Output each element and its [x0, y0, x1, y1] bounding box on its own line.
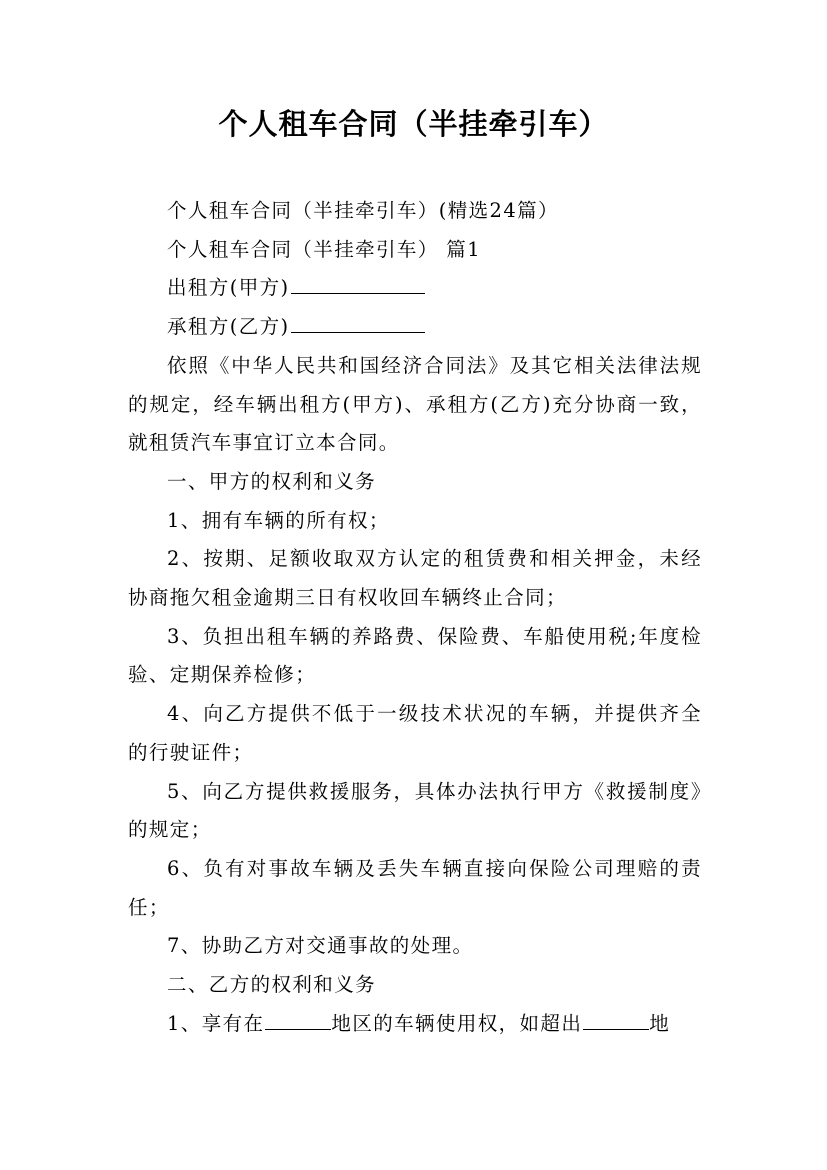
lessor-blank [291, 273, 425, 294]
clause-1-5: 5、向乙方提供救援服务，具体办法执行甲方《救援制度》的规定； [128, 779, 702, 842]
clause-2-1-text-c: 地 [649, 1011, 671, 1035]
document-title: 个人租车合同（半挂牵引车） [218, 107, 609, 141]
clause-1-4: 4、向乙方提供不低于一级技术状况的车辆，并提供齐全的行驶证件； [128, 702, 702, 764]
clause-2-1-text-b: 地区的车辆使用权，如超出 [331, 1011, 583, 1035]
clause-1-1: 1、拥有车辆的所有权； [167, 508, 390, 532]
lessee-label: 承租方(乙方) [167, 315, 290, 339]
clause-heading-2: 二、乙方的权利和义务 [167, 973, 377, 997]
preamble-paragraph: 依照《中华人民共和国经济合同法》及其它相关法律法规的规定，经车辆出租方(甲方)、承租方(乙方)充分协商一致，就租赁汽车事宜订立本合同。 [128, 353, 702, 455]
region-blank [265, 1008, 331, 1029]
lessee-blank [291, 312, 425, 333]
section-heading: 个人租车合同（半挂牵引车） 篇1 [167, 237, 482, 261]
clause-2-1 [128, 1005, 702, 1044]
lessor-label: 出租方(甲方) [167, 276, 290, 300]
subtitle-line: 个人租车合同（半挂牵引车）(精选24篇） [167, 199, 559, 222]
clause-1-7: 7、协助乙方对交通事故的处理。 [167, 934, 474, 958]
clause-2-1-text-a: 1、享有在 [167, 1011, 265, 1035]
region-blank-2 [583, 1008, 649, 1029]
clause-heading-1: 一、甲方的权利和义务 [167, 469, 377, 493]
clause-1-6: 6、负有对事故车辆及丢失车辆直接向保险公司理赔的责任； [128, 856, 702, 919]
lessor-line [128, 269, 702, 308]
clause-1-2: 2、按期、足额收取双方认定的租赁费和相关押金，未经协商拖欠租金逾期三日有权收回车辆终止合同； [128, 547, 702, 610]
document-body [128, 192, 702, 1043]
lessee-line [128, 308, 702, 347]
clause-1-3: 3、负担出租车辆的养路费、保险费、车船使用税;年度检验、定期保养检修； [128, 624, 702, 687]
